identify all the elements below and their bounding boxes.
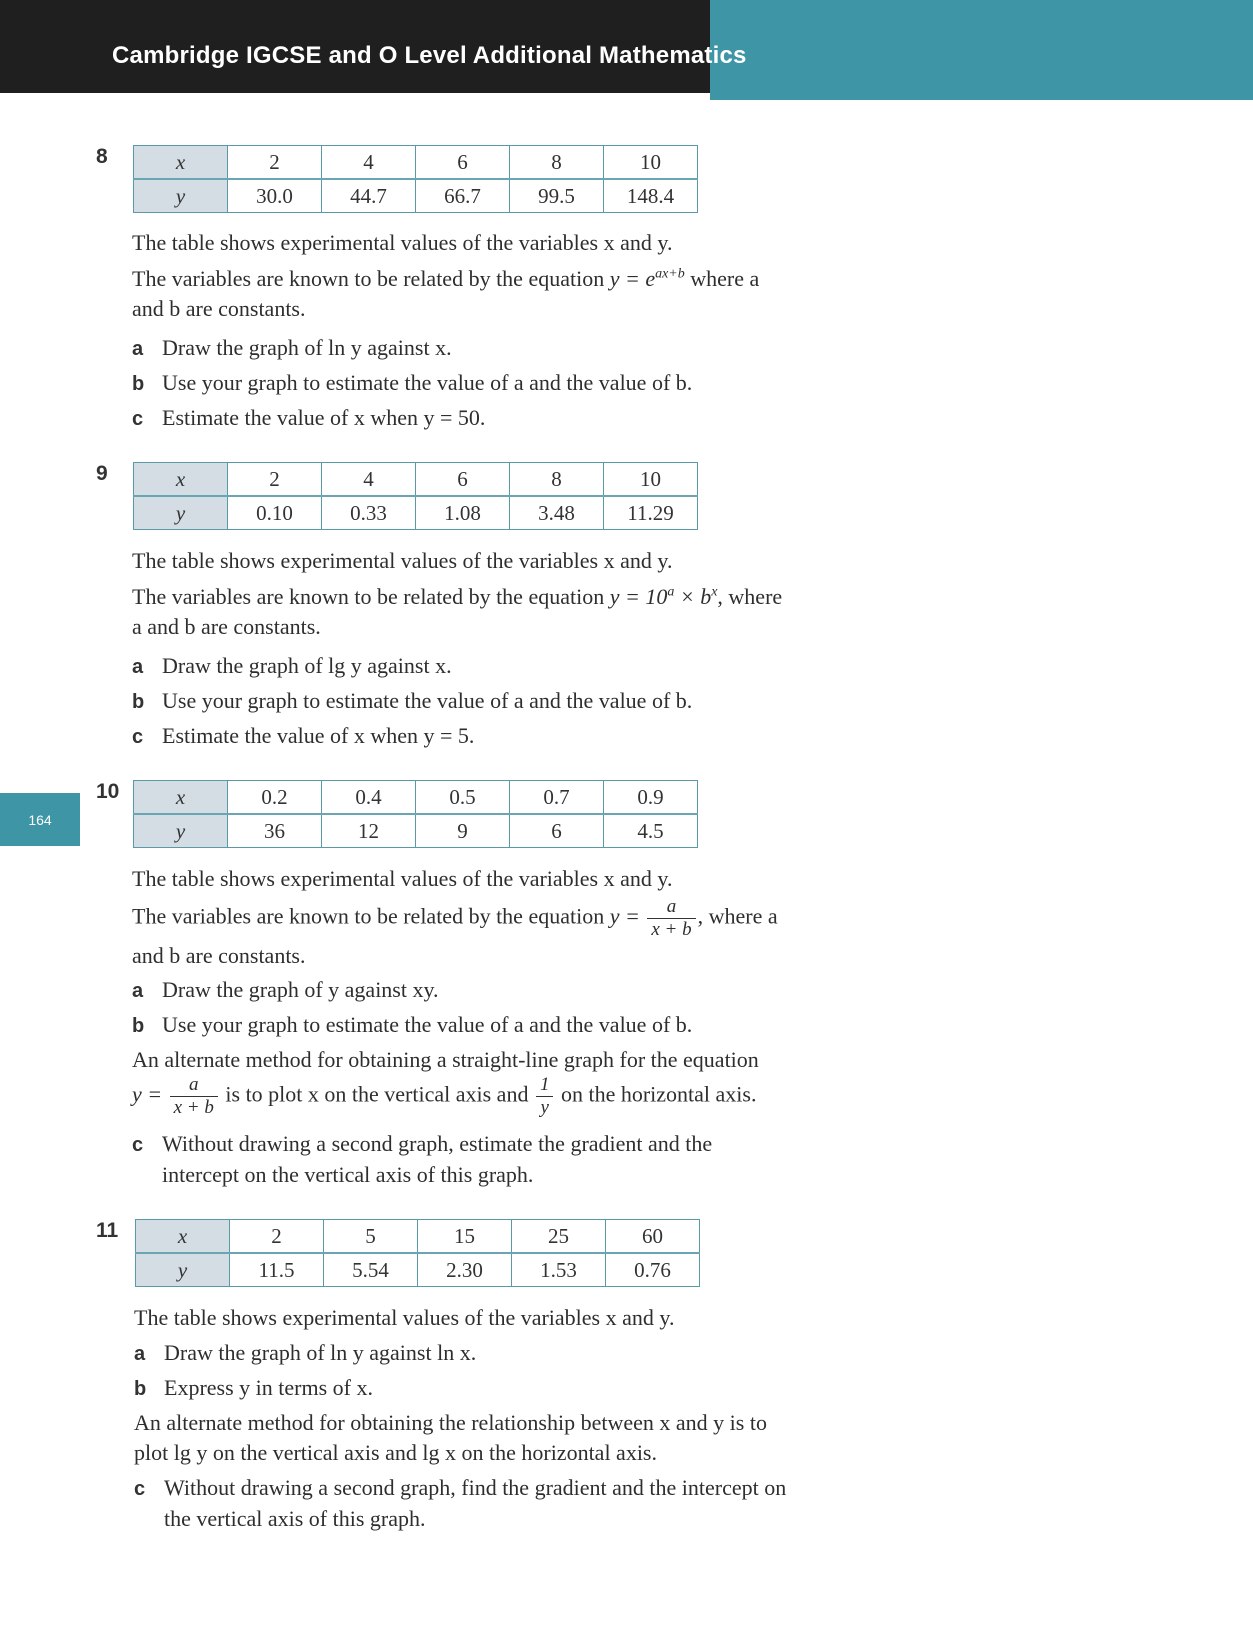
page-number: 164: [0, 793, 80, 846]
header-accent: [710, 0, 1253, 100]
part-b: b Use your graph to estimate the value of a and the value of b.: [132, 1012, 693, 1037]
table-cell: 6: [416, 463, 510, 497]
table-cell: 1.08: [416, 496, 510, 530]
table-cell: 11.29: [604, 496, 698, 530]
table-cell: 44.7: [322, 179, 416, 213]
row-label: y: [134, 179, 228, 213]
table-cell: 25: [512, 1220, 606, 1254]
table-cell: 4.5: [604, 814, 698, 848]
table-row-x: [134, 781, 698, 815]
table-row-x: [134, 146, 698, 180]
part-b: b Express y in terms of x.: [134, 1375, 373, 1400]
table-cell: 1.53: [512, 1253, 606, 1287]
row-label: x: [136, 1220, 230, 1254]
table-cell: 30.0: [228, 179, 322, 213]
table-cell: 99.5: [510, 179, 604, 213]
table-cell: 5.54: [324, 1253, 418, 1287]
part-a: a Draw the graph of ln y against x.: [132, 335, 452, 360]
part-c: c Estimate the value of x when y = 5.: [132, 723, 475, 748]
table-cell: 6: [510, 814, 604, 848]
question-number: 11: [96, 1219, 119, 1242]
table-cell: 0.4: [322, 781, 416, 815]
question-number: 8: [96, 145, 108, 168]
data-table: [133, 462, 698, 530]
table-cell: 148.4: [604, 179, 698, 213]
alternate-method-text: An alternate method for obtaining the relationship between x and y is to plot lg y on the vertical axis and lg x on the horizontal axis.: [134, 1410, 767, 1465]
table-cell: 10: [604, 146, 698, 180]
intro-text: The table shows experimental values of the variables x and y.: [132, 230, 673, 255]
relation-text: The variables are known to be related by the equation $y = e^{ax+b}$ where a and b are constants.: [132, 266, 760, 321]
table-row-y: [134, 814, 698, 848]
data-table: [133, 780, 698, 848]
table-cell: 0.7: [510, 781, 604, 815]
table-cell: 11.5: [230, 1253, 324, 1287]
alternate-method-equation: y = $\frac{a}{x + b}$ is to plot x on the vertical axis and $\frac{1}{y}$ on the horizontal axis.: [132, 1074, 757, 1118]
row-label: x: [134, 781, 228, 815]
table-cell: 12: [322, 814, 416, 848]
relation-text: The variables are known to be related by the equation y = $\frac{a}{x + b}$ , where a and b are constants.: [132, 896, 778, 968]
data-table: [135, 1219, 700, 1287]
table-cell: 4: [322, 146, 416, 180]
part-a: a Draw the graph of lg y against x.: [132, 653, 452, 678]
table-cell: 2: [228, 146, 322, 180]
table-row-x: [136, 1220, 700, 1254]
table-cell: 0.76: [606, 1253, 700, 1287]
table-cell: 5: [324, 1220, 418, 1254]
part-c: c Estimate the value of x when y = 50.: [132, 405, 486, 430]
table-cell: 9: [416, 814, 510, 848]
table-cell: 2.30: [418, 1253, 512, 1287]
table-row-y: [134, 496, 698, 530]
table-cell: 66.7: [416, 179, 510, 213]
table-cell: 60: [606, 1220, 700, 1254]
table-cell: 6: [416, 146, 510, 180]
fraction: $\frac{1}{y}$: [536, 1074, 554, 1119]
table-cell: 36: [228, 814, 322, 848]
book-title: Cambridge IGCSE and O Level Additional Mathematics: [112, 42, 747, 69]
table-cell: 2: [230, 1220, 324, 1254]
row-label: y: [136, 1253, 230, 1287]
alternate-method-text: An alternate method for obtaining a straight-line graph for the equation: [132, 1047, 759, 1072]
table-cell: 10: [604, 463, 698, 497]
table-cell: 15: [418, 1220, 512, 1254]
part-c: c Without drawing a second graph, find the gradient and the intercept on the vertical axis of this graph.: [134, 1475, 787, 1531]
part-c: c Without drawing a second graph, estimate the gradient and the intercept on the vertical axis of this graph.: [132, 1131, 713, 1187]
table-row-x: [134, 463, 698, 497]
table-row-y: [136, 1253, 700, 1287]
table-cell: 0.10: [228, 496, 322, 530]
row-label: y: [134, 814, 228, 848]
table-cell: 3.48: [510, 496, 604, 530]
part-a: a Draw the graph of ln y against ln x.: [134, 1340, 477, 1365]
table-cell: 8: [510, 463, 604, 497]
table-cell: 8: [510, 146, 604, 180]
fraction: $\frac{a}{x + b}$: [170, 1074, 218, 1119]
table-cell: 2: [228, 463, 322, 497]
row-label: x: [134, 146, 228, 180]
row-label: x: [134, 463, 228, 497]
table-cell: 0.5: [416, 781, 510, 815]
row-label: y: [134, 496, 228, 530]
table-cell: 0.9: [604, 781, 698, 815]
relation-text: The variables are known to be related by the equation $y = 10^a \times b^x$, where a and b are constants.: [132, 584, 783, 639]
part-b: b Use your graph to estimate the value of a and the value of b.: [132, 688, 693, 713]
part-a: a Draw the graph of y against xy.: [132, 977, 439, 1002]
question-number: 10: [96, 780, 120, 803]
table-row-y: [134, 179, 698, 213]
table-cell: 4: [322, 463, 416, 497]
data-table: [133, 145, 698, 213]
intro-text: The table shows experimental values of the variables x and y.: [134, 1305, 675, 1330]
intro-text: The table shows experimental values of the variables x and y.: [132, 548, 673, 573]
question-number: 9: [96, 462, 108, 485]
intro-text: The table shows experimental values of the variables x and y.: [132, 866, 673, 891]
table-cell: 0.33: [322, 496, 416, 530]
table-cell: 0.2: [228, 781, 322, 815]
part-b: b Use your graph to estimate the value of a and the value of b.: [132, 370, 693, 395]
fraction: $\frac{a}{x + b}$: [647, 896, 695, 941]
